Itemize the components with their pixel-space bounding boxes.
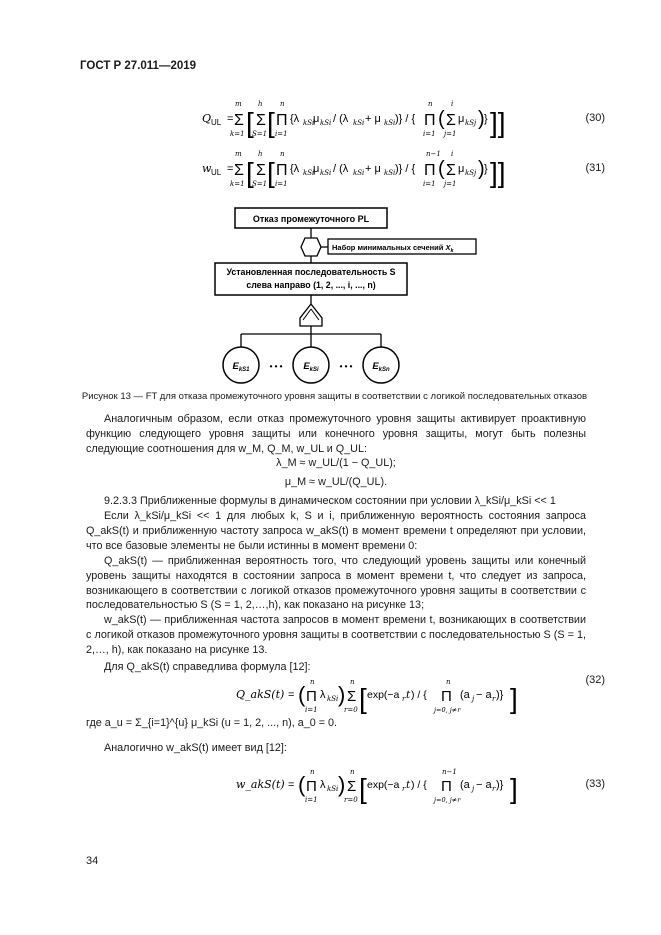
svg-text:n: n: [310, 768, 315, 776]
where-clause: где a_u = Σ_{i=1}^{u} μ_kSi (u = 1, 2, ..., n), a_0 = 0.: [86, 717, 338, 729]
paragraph-4: w_akS(t) — приближенная частота запросов в момент времени t, возникающих в соответствии с логикой отказов промежуточного уровня защиты в соответствии с последовательностью S (S = 1, 2,…, h), как показано на рисунке 13.: [86, 614, 586, 656]
eq30-lhs-sub: UL: [211, 118, 222, 127]
svg-text:[: [: [246, 157, 254, 188]
basic-event-circle: [223, 347, 259, 383]
svg-text:k=1: k=1: [230, 130, 245, 138]
svg-text:Σ: Σ: [256, 162, 266, 179]
paragraph-3: Q_akS(t) — приближенная вероятность того, что следующий уровень защиты или конечный уровень защиты находятся в состоянии запроса в момент времени t, что следует из запроса, возникающего в соответствии с логикой отказов промежуточного уровня защиты в соответствии с последовательностью S (S = 1, 2,…,h), как показано на рисунке 13;: [86, 555, 586, 612]
equation-31-render: [150, 142, 510, 190]
svg-text:(: (: [438, 158, 445, 180]
svg-text:kSi: kSi: [303, 169, 315, 177]
svg-text:j: j: [472, 785, 475, 793]
svg-text:n: n: [310, 678, 315, 686]
equation-30-number: (30): [585, 112, 605, 124]
eq31-lhs: w: [202, 162, 212, 175]
svg-text:): ): [478, 108, 485, 130]
svg-text:) / {: ) / {: [411, 779, 427, 791]
hexagon-gate-icon: [301, 238, 321, 256]
document-header: ГОСТ Р 27.011—2019: [80, 60, 197, 72]
relation-mu-m: μ_M ≈ w_UL/(Q_UL).: [284, 476, 388, 488]
svg-text:Σ: Σ: [234, 162, 244, 179]
paragraph-2: Если λ_kSi/μ_kSi << 1 для любых k, S и i, приближенную вероятность состояния запроса Q_akS(t) и приближенную частоту запроса w_akS(t) в момент времени t определяют при условии, что все базовые элементы не были истинны в момент времени 0:: [86, 510, 586, 552]
svg-text:i=1: i=1: [305, 706, 318, 714]
svg-text:exp(−a: exp(−a: [367, 779, 400, 791]
svg-text:kSi: kSi: [320, 169, 332, 177]
svg-text:n: n: [446, 678, 451, 686]
svg-text:Σ: Σ: [234, 112, 244, 129]
svg-text:)} / {: )} / {: [395, 163, 416, 175]
svg-text:Π: Π: [276, 112, 288, 129]
svg-text:): ): [338, 682, 346, 707]
svg-text:j=1: j=1: [444, 130, 457, 138]
svg-text:+ μ: + μ: [365, 163, 381, 175]
svg-text:kSj: kSj: [465, 169, 477, 177]
svg-text:kSi: kSi: [320, 119, 332, 127]
svg-text:]: ]: [510, 773, 518, 804]
top-event-label: Отказ промежуточного PL: [252, 214, 370, 224]
svg-text:i=1: i=1: [275, 180, 288, 188]
svg-text:/ (λ: / (λ: [333, 163, 349, 175]
figure-caption: Рисунок 13 — FT для отказа промежуточного уровня защиты в соответствии с логикой последовательных отказов: [81, 391, 588, 402]
svg-text:μ: μ: [458, 113, 465, 125]
svg-text:)}: )}: [496, 779, 504, 791]
svg-text:Π: Π: [276, 162, 288, 179]
svg-text:Σ: Σ: [347, 688, 357, 705]
min-cut-set-label: Набор минимальных сечений $X_k$: [332, 243, 454, 254]
svg-text:[: [: [359, 773, 367, 804]
svg-text:j=1: j=1: [444, 180, 457, 188]
svg-text:i=1: i=1: [305, 796, 318, 804]
svg-text:(: (: [298, 682, 306, 707]
svg-text:(: (: [298, 772, 306, 797]
svg-text:kSi: kSi: [384, 119, 396, 127]
svg-text:+ μ: + μ: [365, 113, 381, 125]
svg-text:μ: μ: [313, 163, 320, 175]
svg-text:μ: μ: [458, 163, 465, 175]
svg-text:)}: )}: [496, 689, 504, 701]
fault-tree-figure: [200, 200, 480, 385]
ellipsis-2: • • •: [339, 362, 353, 371]
svg-text:(a: (a: [460, 689, 470, 701]
svg-text:)} / {: )} / {: [395, 113, 416, 125]
svg-text:{λ: {λ: [290, 113, 300, 125]
svg-text:m: m: [235, 150, 242, 158]
svg-text:[: [: [267, 107, 275, 138]
svg-text:r: r: [402, 785, 406, 793]
svg-text:Π: Π: [441, 688, 452, 705]
equation-31: [150, 142, 510, 190]
svg-text:t: t: [406, 689, 411, 701]
svg-text:exp(−a: exp(−a: [367, 689, 400, 701]
svg-text:Π: Π: [306, 688, 317, 705]
svg-text:kSi: kSi: [353, 119, 365, 127]
event-label: $E_{kSn}$: [372, 361, 390, 373]
svg-text:=: =: [288, 779, 295, 791]
svg-text:Π: Π: [306, 778, 317, 795]
svg-text:) / {: ) / {: [411, 689, 427, 701]
svg-text:}: }: [484, 163, 488, 175]
equation-31-number: (31): [585, 162, 605, 174]
event-label: $E_{kSi}$: [303, 361, 319, 373]
eq31-lhs-sub: UL: [211, 168, 222, 177]
svg-text:n−1: n−1: [426, 150, 441, 158]
event-label: $E_{kS1}$: [232, 361, 250, 373]
svg-text:n: n: [350, 678, 355, 686]
svg-text:S=1: S=1: [252, 180, 268, 188]
svg-text:Π: Π: [424, 112, 436, 129]
svg-text:r: r: [402, 695, 406, 703]
svg-text:n: n: [428, 100, 433, 108]
svg-text:r: r: [492, 785, 496, 793]
svg-text:λ: λ: [320, 779, 326, 791]
svg-text:=: =: [227, 163, 234, 175]
svg-text:n: n: [280, 150, 285, 158]
svg-text:h: h: [258, 100, 263, 108]
eq33-lhs: w_akS(t): [236, 778, 285, 791]
svg-text:− a: − a: [476, 779, 492, 791]
svg-text:Σ: Σ: [256, 112, 266, 129]
basic-event-circle: [293, 347, 329, 383]
paragraph-5: Для Q_akS(t) справедлива формула [12]:: [104, 661, 311, 673]
fault-tree-svg: [200, 200, 480, 385]
svg-text:kSi: kSi: [353, 169, 365, 177]
svg-text:): ): [338, 772, 346, 797]
relation-lambda-m: λ_M ≈ w_UL/(1 − Q_UL);: [276, 457, 396, 469]
svg-text:n−1: n−1: [442, 768, 457, 776]
svg-text:(: (: [438, 108, 445, 130]
svg-text:i=1: i=1: [423, 180, 436, 188]
svg-text:[: [: [267, 157, 275, 188]
svg-text:]]: ]]: [490, 107, 506, 138]
equation-32-number: (32): [585, 674, 605, 686]
svg-text:=: =: [227, 113, 234, 125]
svg-text:Σ: Σ: [446, 162, 456, 179]
svg-text:kSi: kSi: [384, 169, 396, 177]
priority-and-gate-icon: [300, 304, 322, 326]
svg-text:r=0: r=0: [344, 706, 358, 714]
equation-33-render: [230, 762, 530, 806]
svg-text:n: n: [280, 100, 285, 108]
sequence-label-1: Установленная последовательность S: [226, 267, 396, 277]
svg-text:Σ: Σ: [446, 112, 456, 129]
svg-text:i: i: [451, 100, 454, 108]
equation-33: [230, 762, 530, 806]
svg-text:j: j: [472, 695, 475, 703]
equation-33-number: (33): [585, 778, 605, 790]
svg-text:r=0: r=0: [344, 796, 358, 804]
svg-text:j=0, j≠r: j=0, j≠r: [434, 706, 461, 714]
svg-text:i: i: [451, 150, 454, 158]
svg-text:]]: ]]: [490, 157, 506, 188]
svg-text:i=1: i=1: [423, 130, 436, 138]
svg-text:[: [: [359, 683, 367, 714]
equation-32: [230, 672, 530, 716]
svg-text:): ): [478, 158, 485, 180]
svg-text:kSi: kSi: [327, 785, 339, 793]
svg-text:r: r: [492, 695, 496, 703]
svg-text:− a: − a: [476, 689, 492, 701]
svg-text:Σ: Σ: [347, 778, 357, 795]
ellipsis-1: • • •: [269, 362, 283, 371]
svg-text:kSi: kSi: [303, 119, 315, 127]
svg-text:k=1: k=1: [230, 180, 245, 188]
svg-text:i=1: i=1: [275, 130, 288, 138]
svg-text:Π: Π: [424, 162, 436, 179]
svg-text:/ (λ: / (λ: [333, 113, 349, 125]
svg-text:kSj: kSj: [465, 119, 477, 127]
sequence-label-2: слева направо (1, 2, ..., i, ..., n): [246, 280, 376, 290]
equation-30-render: [150, 92, 510, 140]
equation-30: [150, 92, 510, 140]
svg-text:(a: (a: [460, 779, 470, 791]
svg-text:S=1: S=1: [252, 130, 268, 138]
section-heading-9-2-3-3: 9.2.3.3 Приближенные формулы в динамическом состоянии при условии λ_kSi/μ_kSi << 1: [104, 495, 556, 507]
svg-text:}: }: [484, 113, 488, 125]
svg-text:j=0, j≠r: j=0, j≠r: [434, 796, 461, 804]
svg-text:t: t: [406, 779, 411, 791]
basic-event-circle: [363, 347, 399, 383]
svg-text:Π: Π: [441, 778, 452, 795]
svg-text:=: =: [288, 689, 295, 701]
svg-text:[: [: [246, 107, 254, 138]
svg-text:μ: μ: [313, 113, 320, 125]
svg-text:{λ: {λ: [290, 163, 300, 175]
svg-text:λ: λ: [320, 689, 326, 701]
page-number: 34: [86, 855, 99, 867]
eq30-lhs: Q: [202, 112, 212, 125]
eq32-lhs: Q_akS(t): [236, 688, 285, 701]
svg-text:m: m: [235, 100, 242, 108]
paragraph-6: Аналогично w_akS(t) имеет вид [12]:: [104, 742, 287, 754]
svg-text:]: ]: [510, 683, 518, 714]
equation-32-render: [230, 672, 530, 716]
svg-text:kSi: kSi: [327, 695, 339, 703]
paragraph-1: Аналогичным образом, если отказ промежуточного уровня защиты активирует проактивную функцию следующего уровня защиты или конечного уровня защиты, могут быть полезны следующие соотношения для w_M, Q_M, w_UL и Q_UL:: [86, 413, 586, 455]
svg-text:h: h: [258, 150, 263, 158]
svg-text:n: n: [350, 768, 355, 776]
